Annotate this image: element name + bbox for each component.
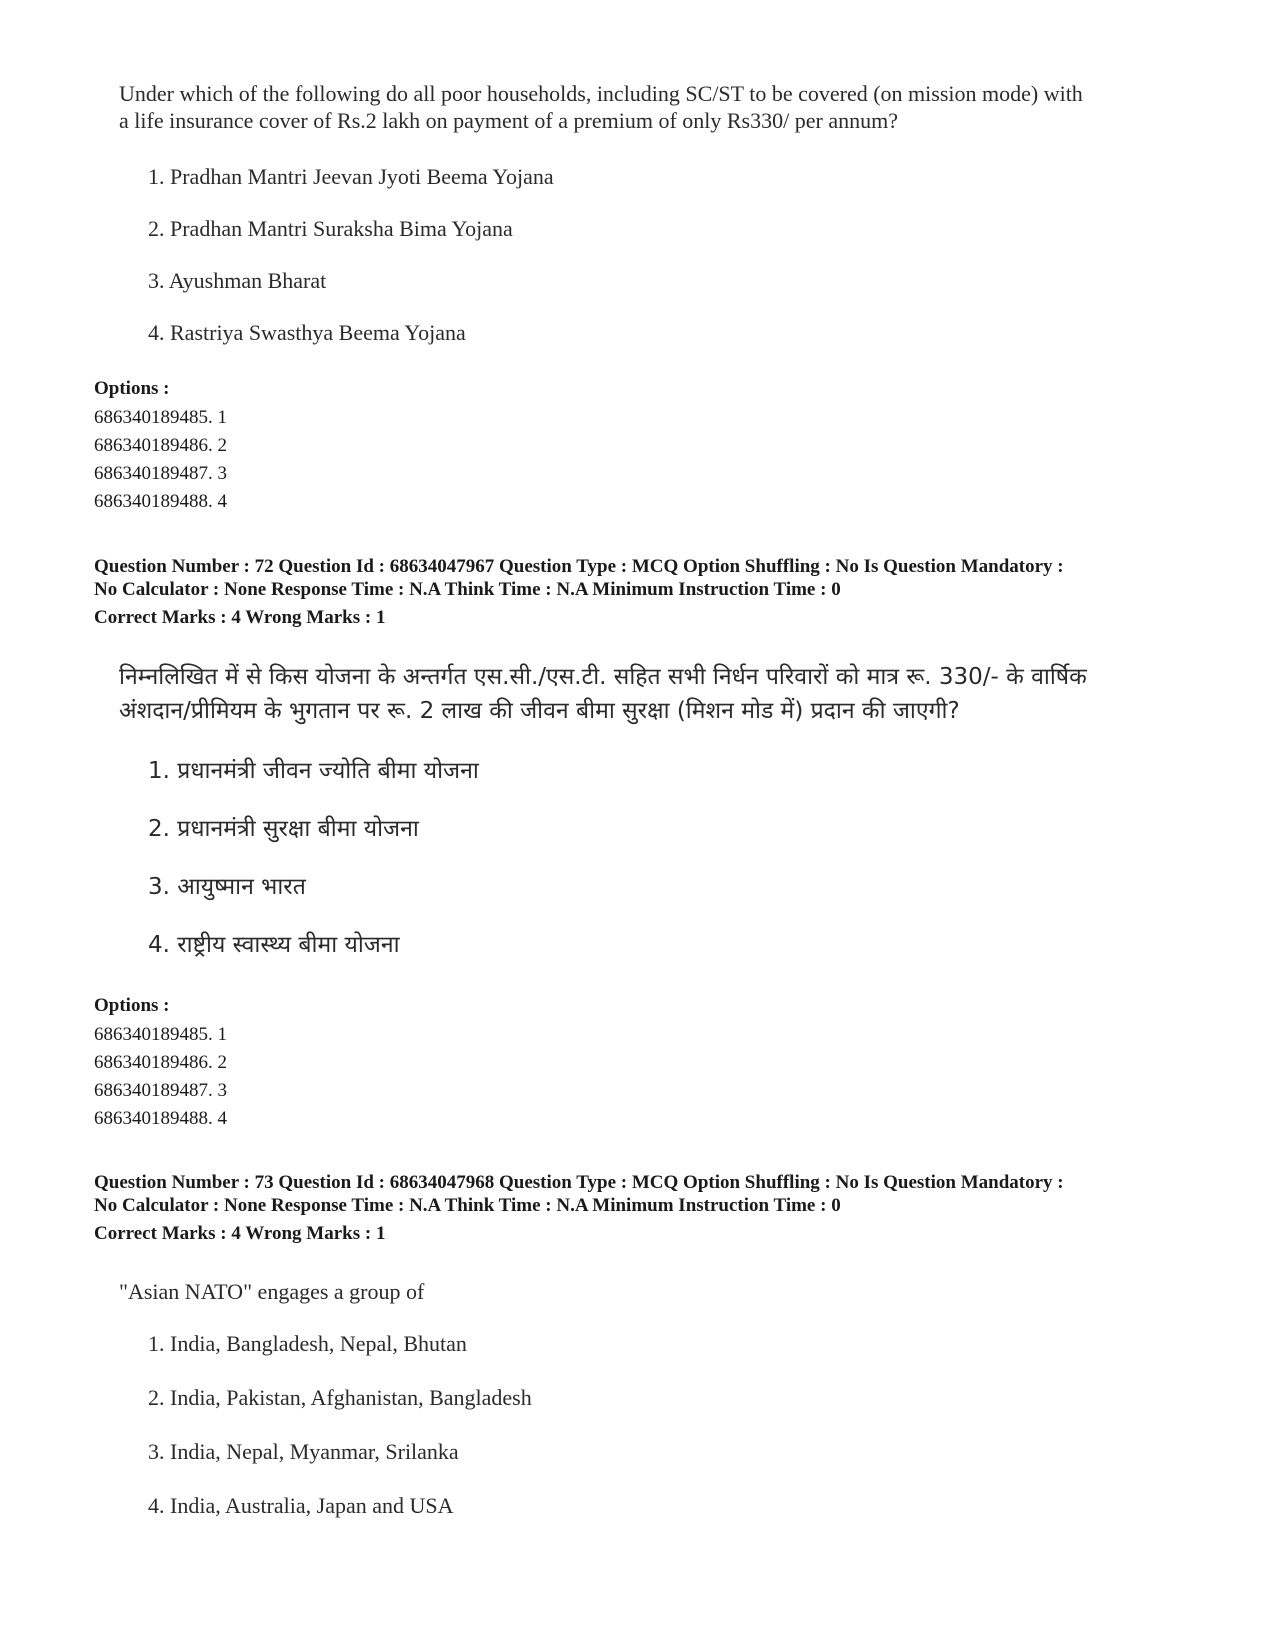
question-text-line: a life insurance cover of Rs.2 lakh on payment of a premium of only Rs330/ per annum? bbox=[119, 108, 898, 133]
option-id-row: 686340189485. 1 bbox=[94, 407, 227, 428]
question-text-line: "Asian NATO" engages a group of bbox=[119, 1279, 425, 1304]
question-meta-line: Question Number : 73 Question Id : 68634047968 Question Type : MCQ Option Shuffling : No Is Question Mandatory : bbox=[94, 1172, 1064, 1193]
option-id-row: 686340189487. 3 bbox=[94, 463, 227, 484]
choice-item: 3. आयुष्मान भारत bbox=[148, 874, 306, 900]
option-id-row: 686340189486. 2 bbox=[94, 435, 227, 456]
choice-item: 1. Pradhan Mantri Jeevan Jyoti Beema Yojana bbox=[148, 164, 554, 189]
choice-item: 3. India, Nepal, Myanmar, Srilanka bbox=[148, 1439, 459, 1464]
choice-item: 2. प्रधानमंत्री सुरक्षा बीमा योजना bbox=[148, 816, 419, 842]
choice-item: 3. Ayushman Bharat bbox=[148, 268, 327, 293]
question-text-line: Under which of the following do all poor households, including SC/ST to be covered (on mission mode) with bbox=[119, 81, 1083, 106]
choice-item: 4. India, Australia, Japan and USA bbox=[148, 1493, 454, 1518]
question-meta-line: Question Number : 72 Question Id : 68634047967 Question Type : MCQ Option Shuffling : No Is Question Mandatory : bbox=[94, 556, 1064, 577]
question-meta-line: No Calculator : None Response Time : N.A Think Time : N.A Minimum Instruction Time : 0 bbox=[94, 1195, 841, 1216]
option-id-row: 686340189486. 2 bbox=[94, 1052, 227, 1073]
option-id-row: 686340189488. 4 bbox=[94, 491, 227, 512]
choice-item: 1. प्रधानमंत्री जीवन ज्योति बीमा योजना bbox=[148, 758, 479, 784]
question-meta-line: No Calculator : None Response Time : N.A Think Time : N.A Minimum Instruction Time : 0 bbox=[94, 579, 841, 600]
marks-line: Correct Marks : 4 Wrong Marks : 1 bbox=[94, 607, 386, 628]
options-label: Options : bbox=[94, 378, 170, 399]
choice-item: 1. India, Bangladesh, Nepal, Bhutan bbox=[148, 1331, 467, 1356]
choice-item: 4. राष्ट्रीय स्वास्थ्य बीमा योजना bbox=[148, 932, 400, 958]
option-id-row: 686340189487. 3 bbox=[94, 1080, 227, 1101]
choice-item: 2. Pradhan Mantri Suraksha Bima Yojana bbox=[148, 216, 513, 241]
options-label: Options : bbox=[94, 995, 170, 1016]
choice-item: 2. India, Pakistan, Afghanistan, Bangladesh bbox=[148, 1385, 532, 1410]
question-text-line: अंशदान/प्रीमियम के भुगतान पर रू. 2 लाख की जीवन बीमा सुरक्षा (मिशन मोड में) प्रदान की जाएगी? bbox=[119, 698, 960, 724]
marks-line: Correct Marks : 4 Wrong Marks : 1 bbox=[94, 1223, 386, 1244]
option-id-row: 686340189485. 1 bbox=[94, 1024, 227, 1045]
choice-item: 4. Rastriya Swasthya Beema Yojana bbox=[148, 320, 466, 345]
question-text-line: निम्नलिखित में से किस योजना के अन्तर्गत एस.सी./एस.टी. सहित सभी निर्धन परिवारों को मात्र रू. 330/- के वार्षिक bbox=[119, 664, 1087, 690]
option-id-row: 686340189488. 4 bbox=[94, 1108, 227, 1129]
